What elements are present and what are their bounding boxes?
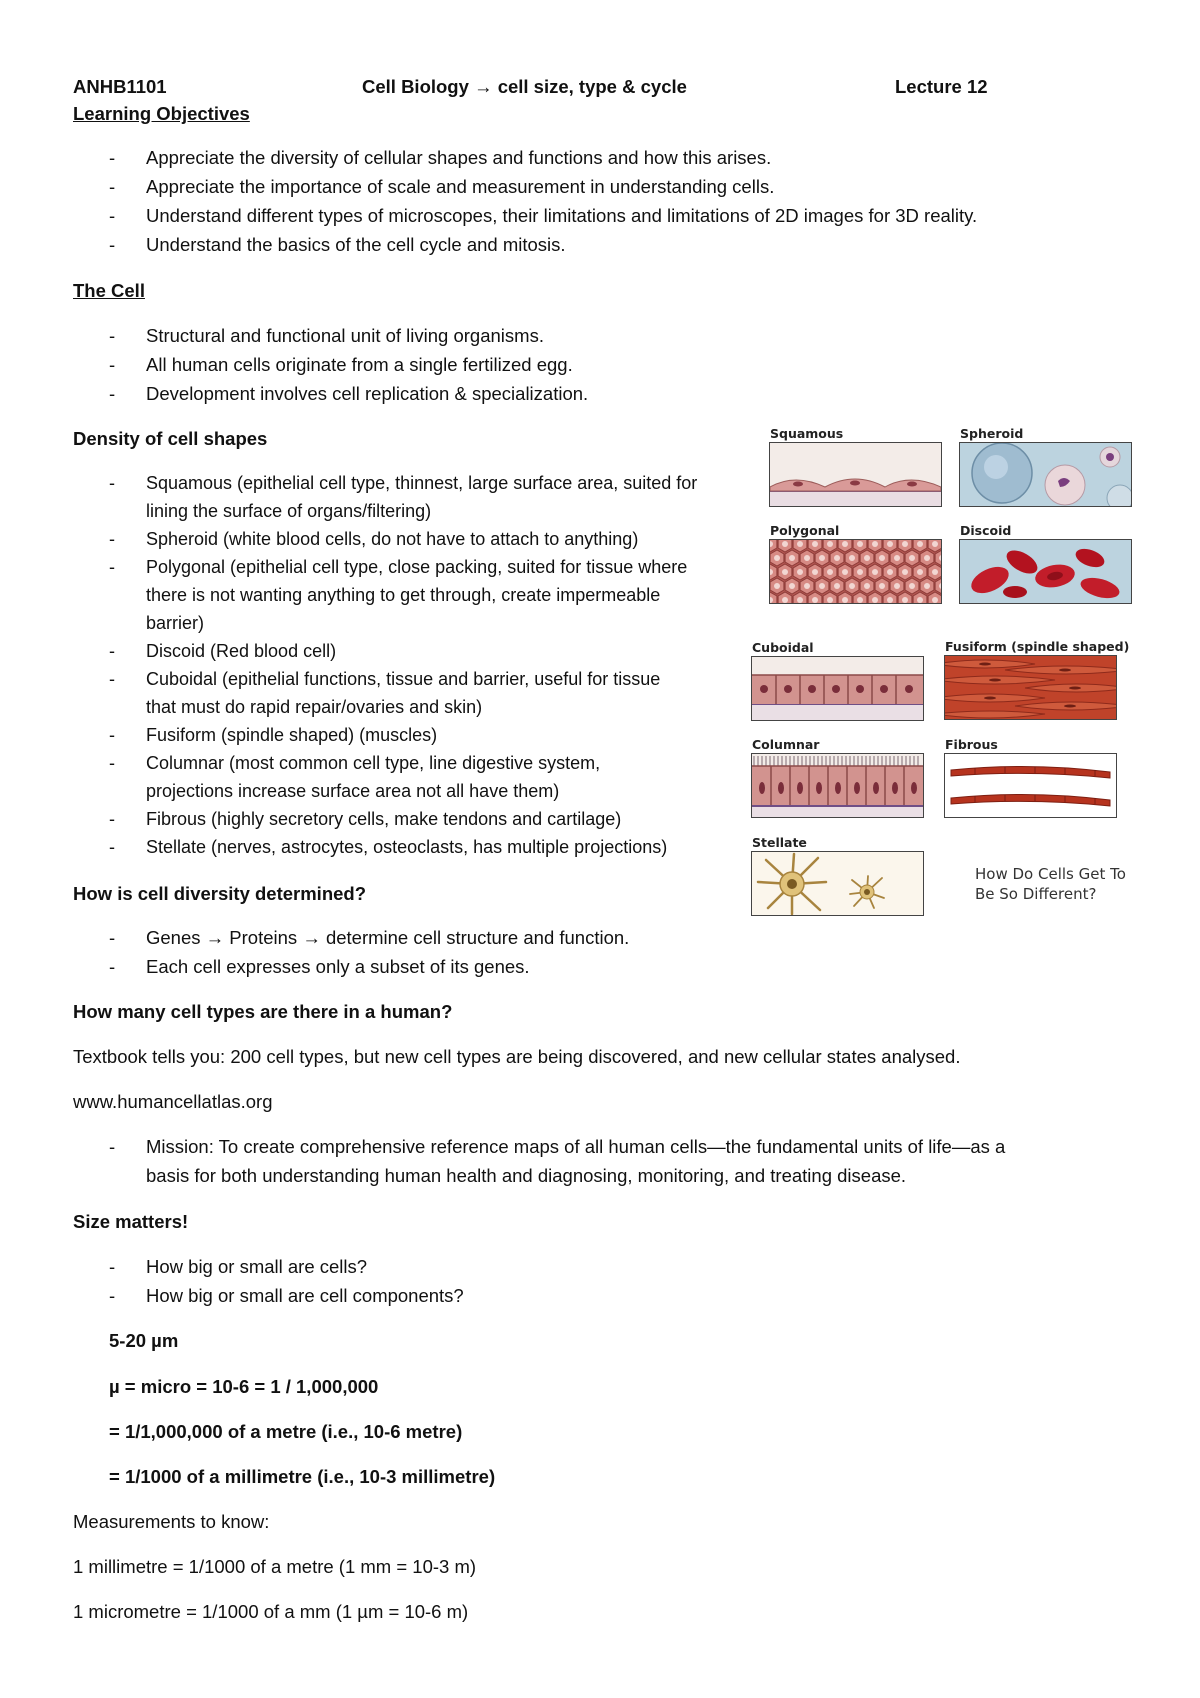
list-item: Appreciate the importance of scale and measurement in understanding cells.	[146, 176, 775, 197]
polygonal-cell-nucleus	[879, 555, 885, 561]
bullet: -	[109, 383, 116, 404]
bullet: -	[109, 1256, 116, 1277]
bullet: -	[109, 234, 116, 255]
cuboidal-image	[751, 656, 924, 721]
polygonal-cell-nucleus	[804, 555, 810, 561]
mission-text: Mission: To create comprehensive reference maps of all human cells—the fundamental units of life—as a	[146, 1136, 1006, 1157]
stellate-image	[751, 851, 924, 916]
gene-protein-line	[146, 927, 629, 949]
stellate-label: Stellate	[752, 835, 807, 850]
fibrous-cells-illustration	[945, 754, 1116, 817]
polygonal-cell-nucleus	[797, 541, 803, 547]
bullet: -	[109, 725, 115, 745]
polygonal-cell-nucleus	[917, 597, 923, 603]
polygonal-cell-nucleus	[857, 597, 863, 603]
bullet: -	[109, 354, 116, 375]
list-item: How big or small are cell components?	[146, 1285, 464, 1306]
bullet: -	[109, 325, 116, 346]
density-heading: Density of cell shapes	[73, 428, 268, 449]
polygonal-cell-nucleus	[932, 569, 938, 575]
polygonal-cell-nucleus	[909, 583, 915, 589]
polygonal-cell-nucleus	[819, 583, 825, 589]
squamous-label: Squamous	[770, 426, 844, 441]
polygonal-cell-nucleus	[857, 541, 863, 547]
polygonal-cell-nucleus	[894, 555, 900, 561]
cell-types-heading: How many cell types are there in a human?	[73, 1001, 453, 1022]
spheroid-cells-illustration	[960, 443, 1131, 506]
polygonal-cell-nucleus	[887, 597, 893, 603]
list-item: Fusiform (spindle shaped) (muscles)	[146, 725, 438, 745]
diversity-heading: How is cell diversity determined?	[73, 883, 367, 904]
polygonal-cell-nucleus	[842, 597, 848, 603]
learning-objectives-heading: Learning Objectives	[73, 103, 250, 124]
polygonal-cell-nucleus	[819, 555, 825, 561]
document-title	[362, 76, 687, 98]
polygonal-cell-nucleus	[789, 583, 795, 589]
polygonal-cell-nucleus	[932, 541, 938, 547]
list-item-continuation: barrier)	[146, 613, 205, 633]
course-code: ANHB1101	[73, 76, 167, 97]
bullet: -	[109, 927, 116, 948]
polygonal-cell-nucleus	[902, 569, 908, 575]
polygonal-cell-nucleus	[774, 583, 780, 589]
polygonal-cell-nucleus	[857, 569, 863, 575]
list-item-continuation: there is not wanting anything to get through, create impermeable	[146, 585, 661, 605]
lecture-number: Lecture 12	[895, 76, 988, 97]
bullet: -	[109, 473, 115, 493]
bullet: -	[109, 809, 115, 829]
bullet: -	[109, 557, 115, 577]
mission-text-continuation: basis for both understanding human health and diagnosing, monitoring, and treating disease.	[146, 1165, 907, 1186]
list-item: How big or small are cells?	[146, 1256, 368, 1277]
columnar-label: Columnar	[752, 737, 820, 752]
polygonal-cell-nucleus	[789, 555, 795, 561]
polygonal-cell-nucleus	[924, 555, 930, 561]
list-item: Understand different types of microscopes, their limitations and limitations of 2D images for 3D reality.	[146, 205, 978, 226]
bullet: -	[109, 837, 115, 857]
arrow-icon: →	[474, 76, 493, 97]
fibrous-label: Fibrous	[945, 737, 998, 752]
fusiform-image	[944, 655, 1117, 720]
the-cell-heading: The Cell	[73, 280, 145, 301]
figure-caption	[975, 864, 1126, 904]
title-prefix: Cell Biology	[362, 76, 469, 97]
discoid-label: Discoid	[960, 523, 1012, 538]
bullet: -	[109, 176, 116, 197]
arrow-icon: →	[205, 927, 225, 948]
polygonal-cells-illustration	[770, 540, 941, 603]
polygonal-cell-nucleus	[812, 597, 818, 603]
genes-text: Genes	[146, 927, 201, 948]
fusiform-label: Fusiform (spindle shaped)	[945, 639, 1130, 654]
polygonal-cell-nucleus	[887, 569, 893, 575]
list-item: Appreciate the diversity of cellular shapes and functions and how this arises.	[146, 147, 772, 168]
polygonal-cell-nucleus	[774, 555, 780, 561]
micrometre-definition: 1 micrometre = 1/1000 of a mm (1 µm = 10-6 m)	[73, 1601, 469, 1622]
list-item: Understand the basics of the cell cycle and mitosis.	[146, 234, 566, 255]
list-item: Development involves cell replication & specialization.	[146, 383, 589, 404]
list-item-continuation: projections increase surface area not all have them)	[146, 781, 560, 801]
polygonal-cell-nucleus	[864, 555, 870, 561]
polygonal-cell-nucleus	[864, 583, 870, 589]
measurements-heading: Measurements to know:	[73, 1511, 270, 1532]
polygonal-cell-nucleus	[842, 569, 848, 575]
polygonal-cell-nucleus	[872, 597, 878, 603]
polygonal-cell-nucleus	[782, 597, 788, 603]
squamous-image	[769, 442, 942, 507]
spheroid-label: Spheroid	[960, 426, 1024, 441]
metre-equivalence: = 1/1,000,000 of a metre (i.e., 10-6 metre)	[109, 1421, 463, 1442]
bullet: -	[109, 1285, 116, 1306]
bullet: -	[109, 956, 116, 977]
caption-line: Be So Different?	[975, 885, 1097, 903]
polygonal-cell-nucleus	[797, 569, 803, 575]
list-item: Discoid (Red blood cell)	[146, 641, 337, 661]
millimetre-equivalence: = 1/1000 of a millimetre (i.e., 10-3 millimetre)	[109, 1466, 496, 1487]
polygonal-cell-nucleus	[872, 541, 878, 547]
list-item: Fibrous (highly secretory cells, make tendons and cartilage)	[146, 809, 622, 829]
polygonal-cell-nucleus	[842, 541, 848, 547]
textbook-text: Textbook tells you: 200 cell types, but new cell types are being discovered, and new cellular states analysed.	[73, 1046, 961, 1067]
size-range: 5-20 µm	[109, 1330, 179, 1351]
title-suffix: cell size, type & cycle	[497, 76, 687, 97]
spheroid-image	[959, 442, 1132, 507]
bullet: -	[109, 669, 115, 689]
polygonal-cell-nucleus	[834, 555, 840, 561]
columnar-cells-illustration	[752, 754, 923, 817]
polygonal-cell-nucleus	[909, 555, 915, 561]
list-item-continuation: lining the surface of organs/filtering)	[146, 501, 432, 521]
squamous-cells-illustration	[770, 443, 941, 506]
polygonal-cell-nucleus	[849, 555, 855, 561]
millimetre-definition: 1 millimetre = 1/1000 of a metre (1 mm = 10-3 m)	[73, 1556, 477, 1577]
list-item: Columnar (most common cell type, line digestive system,	[146, 753, 601, 773]
list-item: Each cell expresses only a subset of its genes.	[146, 956, 530, 977]
atlas-link[interactable]: www.humancellatlas.org	[73, 1091, 273, 1112]
discoid-image	[959, 539, 1132, 604]
columnar-image	[751, 753, 924, 818]
size-heading: Size matters!	[73, 1211, 189, 1232]
list-item: All human cells originate from a single fertilized egg.	[146, 354, 573, 375]
function-text: determine cell structure and function.	[325, 927, 630, 948]
polygonal-cell-nucleus	[894, 583, 900, 589]
polygonal-cell-nucleus	[812, 569, 818, 575]
bullet: -	[109, 753, 115, 773]
bullet: -	[109, 1136, 116, 1157]
polygonal-cell-nucleus	[782, 541, 788, 547]
polygonal-cell-nucleus	[812, 541, 818, 547]
polygonal-cell-nucleus	[902, 597, 908, 603]
polygonal-cell-nucleus	[782, 569, 788, 575]
polygonal-cell-nucleus	[932, 597, 938, 603]
bullet: -	[109, 529, 115, 549]
polygonal-cell-nucleus	[879, 583, 885, 589]
bullet: -	[109, 205, 116, 226]
micro-definition: µ = micro = 10-6 = 1 / 1,000,000	[109, 1376, 379, 1397]
polygonal-cell-nucleus	[917, 541, 923, 547]
cuboidal-label: Cuboidal	[752, 640, 814, 655]
polygonal-cell-nucleus	[917, 569, 923, 575]
discoid-cells-illustration	[960, 540, 1131, 603]
list-item: Polygonal (epithelial cell type, close packing, suited for tissue where	[146, 557, 688, 577]
polygonal-cell-nucleus	[887, 541, 893, 547]
proteins-text: Proteins	[229, 927, 298, 948]
polygonal-label: Polygonal	[770, 523, 840, 538]
bullet: -	[109, 641, 115, 661]
polygonal-cell-nucleus	[797, 597, 803, 603]
fibrous-image	[944, 753, 1117, 818]
polygonal-cell-nucleus	[849, 583, 855, 589]
bullet: -	[109, 147, 116, 168]
list-item: Squamous (epithelial cell type, thinnest, large surface area, suited for	[146, 473, 698, 493]
polygonal-cell-nucleus	[902, 541, 908, 547]
list-item: Stellate (nerves, astrocytes, osteoclasts, has multiple projections)	[146, 837, 668, 857]
list-item: Cuboidal (epithelial functions, tissue and barrier, useful for tissue	[146, 669, 661, 689]
polygonal-cell-nucleus	[827, 541, 833, 547]
polygonal-cell-nucleus	[834, 583, 840, 589]
polygonal-cell-nucleus	[924, 583, 930, 589]
polygonal-cell-nucleus	[827, 569, 833, 575]
caption-line: How Do Cells Get To	[975, 865, 1126, 883]
cuboidal-cells-illustration	[752, 657, 923, 720]
polygonal-cell-nucleus	[872, 569, 878, 575]
arrow-icon: →	[302, 927, 321, 948]
stellate-cells-illustration	[752, 852, 923, 915]
list-item: Structural and functional unit of living organisms.	[146, 325, 544, 346]
polygonal-cell-nucleus	[827, 597, 833, 603]
list-item-continuation: that must do rapid repair/ovaries and skin)	[146, 697, 483, 717]
list-item: Spheroid (white blood cells, do not have to attach to anything)	[146, 529, 639, 549]
fusiform-cells-illustration	[945, 656, 1116, 719]
polygonal-image	[769, 539, 942, 604]
polygonal-cell-nucleus	[804, 583, 810, 589]
